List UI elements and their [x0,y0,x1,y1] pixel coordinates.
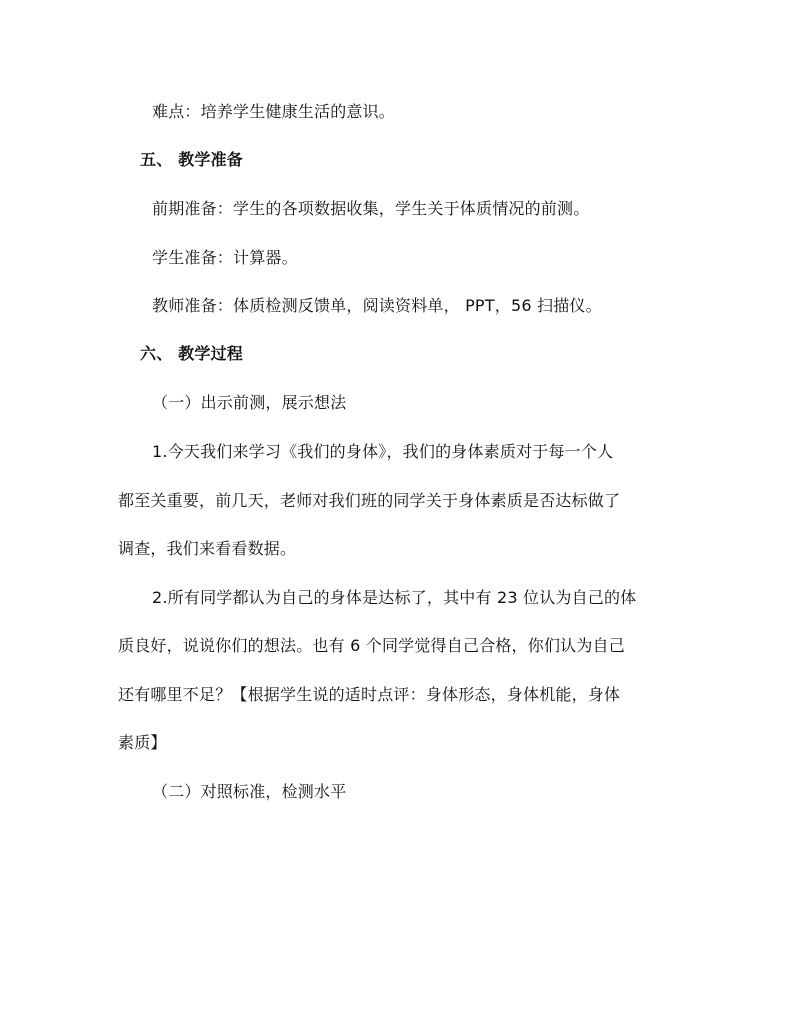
part-two-title: （二）对照标准，检测水平 [152,782,347,801]
section-five-heading: 五、 教学准备 [140,150,243,169]
prep-teacher-line: 教师准备：体质检测反馈单，阅读资料单， PPT，56 扫描仪。 [152,296,602,315]
paragraph-two-line-1: 2.所有同学都认为自己的身体是达标了，其中有 23 位认为自己的体 [152,588,637,607]
paragraph-one-line-2: 都至关重要，前几天，老师对我们班的同学关于身体素质是否达标做了 [118,491,621,510]
paragraph-two-line-4: 素质】 [118,733,167,752]
prep-early-line: 前期准备：学生的各项数据收集，学生关于体质情况的前测。 [152,199,590,218]
difficulty-line: 难点：培养学生健康生活的意识。 [152,102,396,121]
part-one-title: （一）出示前测，展示想法 [152,393,347,412]
paragraph-one-line-3: 调查，我们来看看数据。 [118,539,297,558]
paragraph-one-line-1: 1.今天我们来学习《我们的身体》，我们的身体素质对于每一个人 [152,442,614,461]
section-six-heading: 六、 教学过程 [140,344,243,363]
paragraph-two-line-2: 质良好，说说你们的想法。也有 6 个同学觉得自己合格，你们认为自己 [118,636,625,655]
prep-student-line: 学生准备：计算器。 [152,248,298,267]
paragraph-two-line-3: 还有哪里不足？【根据学生说的适时点评：身体形态，身体机能，身体 [118,685,621,704]
